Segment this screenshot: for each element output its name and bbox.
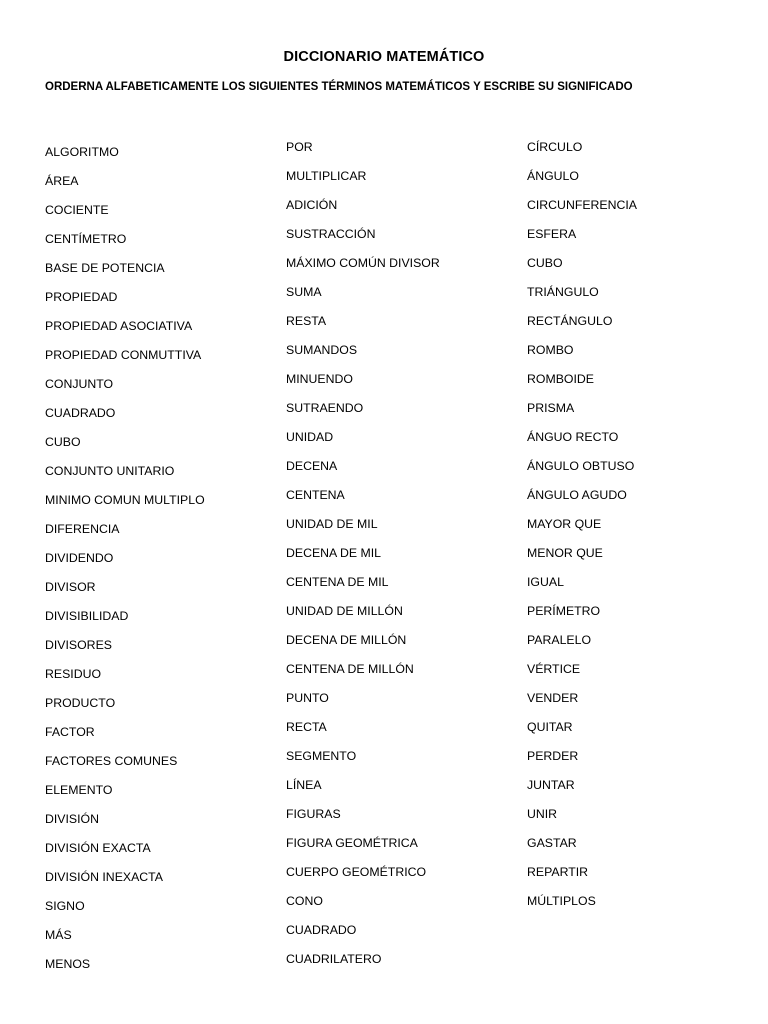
term-item: CUERPO GEOMÉTRICO [286,865,427,879]
term-item: CUADRADO [45,406,116,420]
term-item: ÁREA [45,174,79,188]
document-title: DICCIONARIO MATEMÁTICO [283,49,485,65]
term-item: CENTENA [286,488,345,502]
term-item: PERDER [527,749,579,763]
term-item: RESTA [286,314,327,328]
term-item: CÍRCULO [527,140,583,154]
term-item: DIVISORES [45,638,112,652]
term-item: ÁNGULO [527,169,579,183]
term-item: DIVISIÓN [45,812,99,826]
term-item: DIVISIÓN INEXACTA [45,870,163,884]
term-column-2 [286,140,440,981]
term-item: QUITAR [527,720,573,734]
term-item: DIVISIBILIDAD [45,609,129,623]
term-item: CONO [286,894,323,908]
term-item: LÍNEA [286,778,322,792]
term-item: ÁNGUO RECTO [527,430,619,444]
term-item: RECTA [286,720,327,734]
term-item: MÁS [45,928,72,942]
instruction-text: ORDERNA ALFABETICAMENTE LOS SIGUIENTES TÉRMINOS MATEMÁTICOS Y ESCRIBE SU SIGNIFICADO [45,81,633,93]
term-item: ÁNGULO AGUDO [527,488,627,502]
term-item: PERÍMETRO [527,604,601,618]
term-item: POR [286,140,313,154]
term-item: DECENA DE MILLÓN [286,633,407,647]
term-item: MINIMO COMUN MULTIPLO [45,493,205,507]
term-item: MAYOR QUE [527,517,602,531]
term-item: MINUENDO [286,372,353,386]
term-item: PROPIEDAD ASOCIATIVA [45,319,193,333]
term-item: VENDER [527,691,579,705]
term-item: DIVIDENDO [45,551,114,565]
term-item: DIVISIÓN EXACTA [45,841,151,855]
term-item: CUBO [45,435,81,449]
term-item: FIGURAS [286,807,341,821]
term-item: FACTORES COMUNES [45,754,178,768]
term-item: ELEMENTO [45,783,113,797]
term-item: UNIDAD [286,430,334,444]
term-item: CENTENA DE MIL [286,575,389,589]
term-item: ESFERA [527,227,577,241]
term-item: CENTÍMETRO [45,232,127,246]
term-item: UNIDAD DE MILLÓN [286,604,403,618]
term-item: TRIÁNGULO [527,285,599,299]
term-item: CUADRILATERO [286,952,382,966]
term-item: CONJUNTO [45,377,114,391]
term-column-3 [527,140,637,923]
term-item: ALGORITMO [45,145,119,159]
term-item: CUADRADO [286,923,357,937]
term-item: ADICIÓN [286,198,338,212]
term-item: RECTÁNGULO [527,314,613,328]
term-item: BASE DE POTENCIA [45,261,165,275]
term-item: RESIDUO [45,667,102,681]
term-item: IGUAL [527,575,564,589]
term-item: DECENA [286,459,338,473]
term-item: PARALELO [527,633,592,647]
term-item: SIGNO [45,899,85,913]
term-item: SUTRAENDO [286,401,364,415]
term-item: GASTAR [527,836,577,850]
term-item: CENTENA DE MILLÓN [286,662,414,676]
term-item: MÁXIMO COMÚN DIVISOR [286,256,440,270]
term-item: MÚLTIPLOS [527,894,596,908]
term-item: MULTIPLICAR [286,169,367,183]
term-item: SEGMENTO [286,749,357,763]
term-item: PUNTO [286,691,329,705]
term-item: ÁNGULO OBTUSO [527,459,635,473]
term-column-1 [45,145,205,986]
term-item: SUSTRACCIÓN [286,227,376,241]
term-item: PROPIEDAD CONMUTTIVA [45,348,202,362]
term-item: FACTOR [45,725,95,739]
term-item: SUMANDOS [286,343,358,357]
term-item: UNIDAD DE MIL [286,517,378,531]
term-item: FIGURA GEOMÉTRICA [286,836,418,850]
term-item: PROPIEDAD [45,290,118,304]
term-item: DIFERENCIA [45,522,120,536]
term-item: PRODUCTO [45,696,116,710]
term-item: JUNTAR [527,778,575,792]
term-item: MENOS [45,957,91,971]
term-item: SUMA [286,285,322,299]
term-item: UNIR [527,807,558,821]
term-item: CUBO [527,256,563,270]
term-item: DIVISOR [45,580,96,594]
term-item: ROMBO [527,343,574,357]
term-item: COCIENTE [45,203,109,217]
term-item: PRISMA [527,401,575,415]
term-item: ROMBOIDE [527,372,594,386]
term-item: CIRCUNFERENCIA [527,198,637,212]
term-item: VÉRTICE [527,662,581,676]
term-item: REPARTIR [527,865,589,879]
term-item: DECENA DE MIL [286,546,381,560]
term-item: MENOR QUE [527,546,603,560]
term-item: CONJUNTO UNITARIO [45,464,175,478]
